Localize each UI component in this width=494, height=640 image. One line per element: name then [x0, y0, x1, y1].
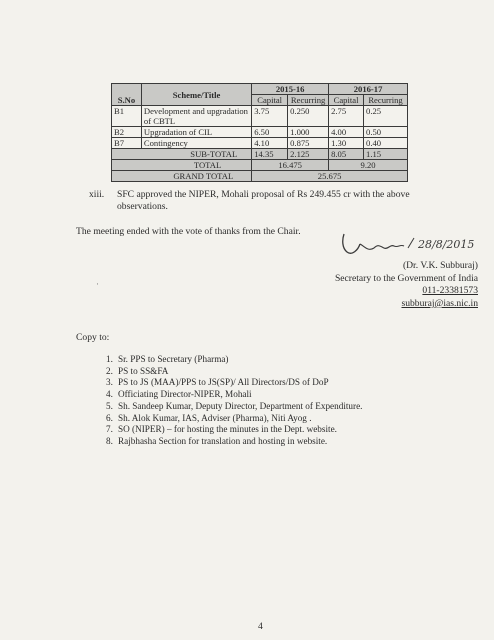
- svg-text:28/8/2015: 28/8/2015: [418, 238, 475, 251]
- signatory-email: subburaj@ias.nic.in: [401, 297, 478, 309]
- list-item: 1. Sr. PPS to Secretary (Pharma): [106, 354, 229, 364]
- row-capital-2016: 1.30: [329, 138, 364, 149]
- header-year-2015-16: 2015-16: [252, 84, 329, 95]
- total-2015: 16.475: [252, 160, 329, 171]
- row-capital-2015: 3.75: [252, 106, 288, 127]
- signature-block: [283, 260, 478, 310]
- grand-total-value: 25.675: [252, 171, 408, 182]
- header-scheme: Scheme/Title: [141, 84, 251, 106]
- signature-scribble-icon: [338, 226, 494, 260]
- row-scheme: Development and upgradation of CBTL: [141, 106, 251, 127]
- header-capital-2016: Capital: [329, 95, 364, 106]
- subtotal-recurring-2016: 1.15: [364, 149, 408, 160]
- grand-total-row: [112, 171, 408, 182]
- signatory-name: (Dr. V.K. Subburaj): [402, 260, 478, 271]
- row-capital-2015: 6.50: [252, 127, 288, 138]
- table-row: [112, 138, 408, 149]
- item-number: xiii.: [89, 189, 105, 200]
- item-text: SFC approved the NIPER, Mohali proposal of Rs 249.455 cr with the above observations.: [117, 189, 410, 212]
- list-item: 8. Rajbhasha Section for translation and hosting in website.: [106, 435, 328, 446]
- page-number: 4: [258, 621, 263, 632]
- list-item: 5. Sh. Sandeep Kumar, Deputy Director, Department of Expenditure.: [106, 400, 363, 411]
- subtotal-label: SUB-TOTAL: [112, 149, 252, 160]
- row-recurring-2015: 1.000: [288, 127, 329, 138]
- copy-to-list: [106, 354, 362, 448]
- header-recurring-2016: Recurring: [364, 95, 408, 106]
- header-year-2016-17: 2016-17: [329, 84, 408, 95]
- row-capital-2016: 4.00: [329, 127, 364, 138]
- header-capital-2015: Capital: [252, 95, 288, 106]
- row-scheme: Contingency: [141, 138, 251, 149]
- list-item: 4. Officiating Director-NIPER, Mohali: [106, 389, 252, 400]
- row-recurring-2015: 0.250: [288, 106, 329, 127]
- table-row: [112, 106, 408, 127]
- subtotal-capital-2015: 14.35: [252, 149, 288, 160]
- list-item: 2. PS to SS&FA: [106, 365, 169, 376]
- row-sno: B2: [112, 127, 142, 138]
- row-recurring-2016: 0.25: [364, 106, 408, 127]
- header-recurring-2015: Recurring: [288, 95, 329, 106]
- stray-mark: ·: [96, 279, 99, 289]
- subtotal-capital-2016: 8.05: [329, 149, 364, 160]
- row-sno: B7: [112, 138, 142, 149]
- list-item: 6. Sh. Alok Kumar, IAS, Adviser (Pharma), Niti Ayog .: [106, 412, 312, 423]
- row-scheme: Upgradation of CIL: [141, 127, 251, 138]
- list-item: 3. PS to JS (MAA)/PPS to JS(SP)/ All Directors/DS of DoP: [106, 377, 329, 388]
- scheme-cost-table: [111, 83, 408, 182]
- handwritten-signature: [338, 226, 494, 260]
- subtotal-recurring-2015: 2.125: [288, 149, 329, 160]
- row-recurring-2016: 0.40: [364, 138, 408, 149]
- row-recurring-2016: 0.50: [364, 127, 408, 138]
- row-recurring-2015: 0.875: [288, 138, 329, 149]
- list-item: 7. SO (NIPER) – for hosting the minutes in the Dept. website.: [106, 424, 337, 435]
- subtotal-row: [112, 149, 408, 160]
- total-2016: 9.20: [329, 160, 408, 171]
- signatory-designation: Secretary to the Government of India: [334, 272, 478, 284]
- row-capital-2015: 4.10: [252, 138, 288, 149]
- total-label: TOTAL: [112, 160, 252, 171]
- copy-to-heading: Copy to:: [76, 332, 110, 343]
- row-sno: B1: [112, 106, 142, 127]
- header-sno: S.No: [112, 84, 142, 106]
- closing-statement: The meeting ended with the vote of thanks from the Chair.: [76, 226, 301, 237]
- row-capital-2016: 2.75: [329, 106, 364, 127]
- signatory-phone: 011-23381573: [422, 285, 478, 297]
- table-row: [112, 127, 408, 138]
- total-row: [112, 160, 408, 171]
- grand-total-label: GRAND TOTAL: [112, 171, 252, 182]
